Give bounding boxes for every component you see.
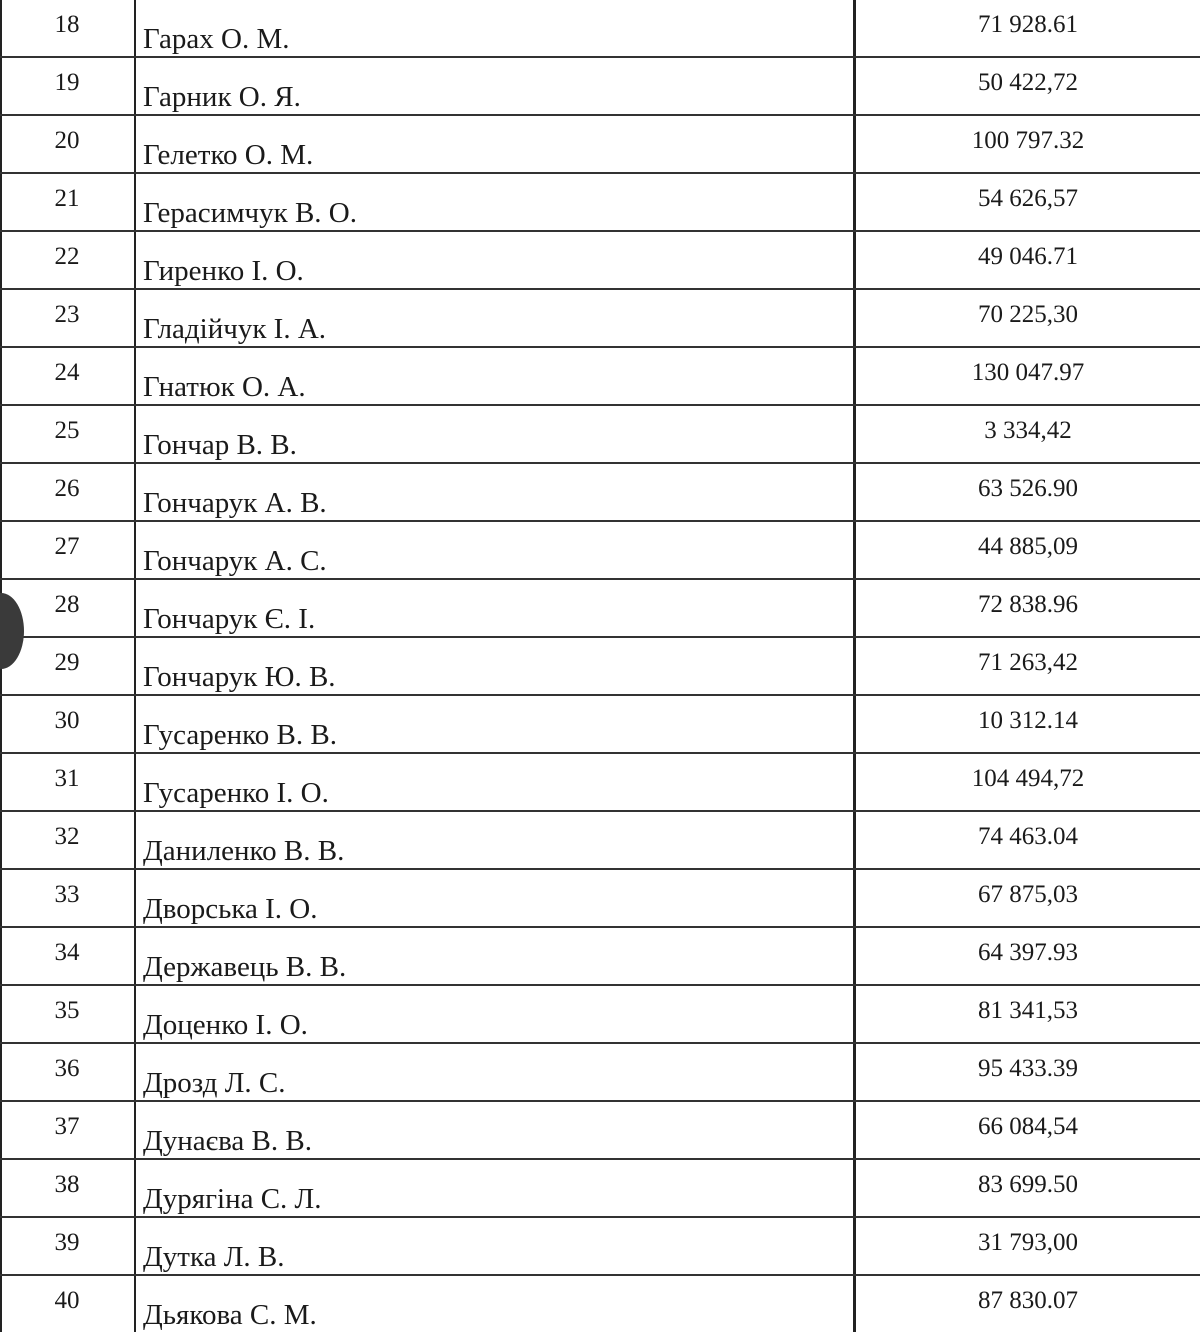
amount-value: 3 334,42 bbox=[984, 417, 1072, 444]
table-row bbox=[0, 230, 1200, 288]
column-divider bbox=[134, 232, 136, 288]
row-number: 37 bbox=[54, 1113, 80, 1140]
row-number: 34 bbox=[54, 939, 80, 966]
amount-value: 100 797.32 bbox=[971, 127, 1085, 154]
table-row bbox=[0, 1216, 1200, 1274]
person-name: Гладійчук І. А. bbox=[143, 313, 327, 345]
table-row bbox=[0, 288, 1200, 346]
row-number: 35 bbox=[54, 997, 80, 1024]
person-name: Дурягіна С. Л. bbox=[143, 1183, 322, 1215]
table-row bbox=[0, 752, 1200, 810]
row-number: 21 bbox=[54, 185, 80, 212]
table-row bbox=[0, 578, 1200, 636]
table-row bbox=[0, 172, 1200, 230]
person-name: Гарник О. Я. bbox=[143, 81, 301, 113]
amount-value: 87 830.07 bbox=[978, 1287, 1078, 1314]
person-name: Доценко І. О. bbox=[143, 1009, 308, 1041]
row-number: 33 bbox=[54, 881, 80, 908]
person-name: Гарах О. М. bbox=[143, 23, 290, 55]
table-row bbox=[0, 114, 1200, 172]
amount-value: 64 397.93 bbox=[978, 939, 1078, 966]
column-divider bbox=[134, 870, 136, 926]
table-row bbox=[0, 810, 1200, 868]
amount-value: 63 526.90 bbox=[978, 475, 1078, 502]
row-number: 24 bbox=[54, 359, 80, 386]
person-name: Гончарук А. В. bbox=[143, 487, 327, 519]
amount-value: 10 312.14 bbox=[978, 707, 1078, 734]
person-name: Державець В. В. bbox=[143, 951, 347, 983]
amount-value: 71 928.61 bbox=[978, 11, 1078, 38]
amount-value: 83 699.50 bbox=[978, 1171, 1078, 1198]
table-row bbox=[0, 1100, 1200, 1158]
row-number: 38 bbox=[54, 1171, 80, 1198]
column-divider bbox=[134, 1044, 136, 1100]
column-divider bbox=[134, 464, 136, 520]
person-name: Гусаренко В. В. bbox=[143, 719, 337, 751]
table-row bbox=[0, 926, 1200, 984]
table-row bbox=[0, 404, 1200, 462]
column-divider bbox=[134, 406, 136, 462]
person-name: Гелетко О. М. bbox=[143, 139, 314, 171]
row-number: 30 bbox=[54, 707, 80, 734]
column-divider bbox=[134, 1102, 136, 1158]
column-divider bbox=[134, 754, 136, 810]
row-number: 25 bbox=[54, 417, 80, 444]
table-row bbox=[0, 346, 1200, 404]
amount-value: 49 046.71 bbox=[978, 243, 1078, 270]
person-name: Дрозд Л. С. bbox=[143, 1067, 286, 1099]
person-name: Дворська І. О. bbox=[143, 893, 318, 925]
table-row bbox=[0, 1158, 1200, 1216]
person-name: Дунаєва В. В. bbox=[143, 1125, 312, 1157]
row-number: 20 bbox=[54, 127, 80, 154]
column-divider bbox=[134, 522, 136, 578]
amount-value: 31 793,00 bbox=[978, 1229, 1078, 1256]
column-divider bbox=[134, 986, 136, 1042]
table-row bbox=[0, 984, 1200, 1042]
person-name: Гончар В. В. bbox=[143, 429, 297, 461]
table-row bbox=[0, 56, 1200, 114]
amount-value: 67 875,03 bbox=[978, 881, 1078, 908]
person-name: Гончарук Ю. В. bbox=[143, 661, 336, 693]
column-divider bbox=[134, 348, 136, 404]
person-name: Гусаренко І. О. bbox=[143, 777, 329, 809]
table-row bbox=[0, 694, 1200, 752]
table-row bbox=[0, 636, 1200, 694]
row-number: 31 bbox=[54, 765, 80, 792]
column-divider bbox=[134, 1160, 136, 1216]
amount-value: 72 838.96 bbox=[978, 591, 1078, 618]
row-number: 29 bbox=[54, 649, 80, 676]
person-name: Даниленко В. В. bbox=[143, 835, 345, 867]
amount-value: 44 885,09 bbox=[978, 533, 1078, 560]
column-divider bbox=[134, 290, 136, 346]
row-number: 27 bbox=[54, 533, 80, 560]
person-name: Герасимчук В. О. bbox=[143, 197, 358, 229]
row-number: 39 bbox=[54, 1229, 80, 1256]
person-name: Гончарук А. С. bbox=[143, 545, 327, 577]
row-number: 23 bbox=[54, 301, 80, 328]
amount-value: 95 433.39 bbox=[978, 1055, 1078, 1082]
table-row bbox=[0, 520, 1200, 578]
amount-value: 104 494,72 bbox=[971, 765, 1085, 792]
amount-value: 66 084,54 bbox=[978, 1113, 1078, 1140]
row-number: 22 bbox=[54, 243, 80, 270]
table-row bbox=[0, 0, 1200, 56]
row-number: 18 bbox=[54, 11, 80, 38]
person-name: Гончарук Є. І. bbox=[143, 603, 316, 635]
amount-value: 54 626,57 bbox=[978, 185, 1078, 212]
amount-value: 74 463.04 bbox=[978, 823, 1078, 850]
column-divider bbox=[134, 1276, 136, 1332]
column-divider bbox=[134, 1218, 136, 1274]
column-divider bbox=[134, 116, 136, 172]
column-divider bbox=[134, 812, 136, 868]
row-number: 19 bbox=[54, 69, 80, 96]
row-number: 32 bbox=[54, 823, 80, 850]
column-divider bbox=[134, 696, 136, 752]
person-name: Гнатюк О. А. bbox=[143, 371, 306, 403]
table-row bbox=[0, 462, 1200, 520]
column-divider bbox=[134, 638, 136, 694]
person-name: Дьякова С. М. bbox=[143, 1299, 317, 1331]
row-number: 26 bbox=[54, 475, 80, 502]
amount-value: 70 225,30 bbox=[978, 301, 1078, 328]
table-row bbox=[0, 1042, 1200, 1100]
column-divider bbox=[134, 58, 136, 114]
person-name: Дутка Л. В. bbox=[143, 1241, 285, 1273]
row-number: 36 bbox=[54, 1055, 80, 1082]
column-divider bbox=[134, 0, 136, 56]
column-divider bbox=[134, 928, 136, 984]
amount-value: 71 263,42 bbox=[978, 649, 1078, 676]
row-number: 40 bbox=[54, 1287, 80, 1314]
amount-value: 130 047.97 bbox=[971, 359, 1085, 386]
amount-value: 50 422,72 bbox=[978, 69, 1078, 96]
amount-value: 81 341,53 bbox=[978, 997, 1078, 1024]
table-row bbox=[0, 868, 1200, 926]
column-divider bbox=[134, 580, 136, 636]
row-number: 28 bbox=[54, 591, 80, 618]
table-row bbox=[0, 1274, 1200, 1332]
person-name: Гиренко І. О. bbox=[143, 255, 304, 287]
column-divider bbox=[134, 174, 136, 230]
